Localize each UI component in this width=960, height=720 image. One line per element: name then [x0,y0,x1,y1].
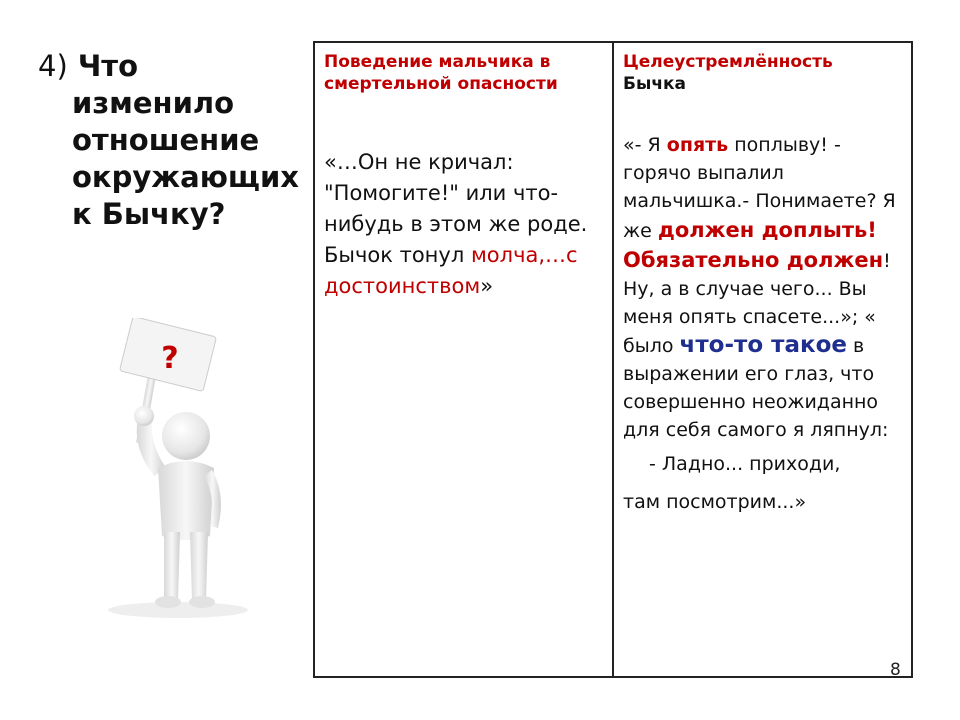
quote-highlight-again: опять [666,134,729,156]
question-line-1: 4) Что [38,49,139,83]
quote-highlight-something: что-то такое [679,332,847,358]
question-line-5: к Бычку? [72,197,226,231]
question-number: 4) [38,49,68,83]
behavior-heading: Поведение мальчика в смертельной опасности [324,52,558,94]
question-line-4: окружающих [72,160,299,194]
quote-comparison-table [313,41,913,678]
figure-with-question-sign-illustration [58,318,298,628]
question-line-2: изменило [72,86,235,120]
quote-highlight-dignity: молча,…с достоинством [324,243,578,298]
determination-quote: «- Я опять поплыву! - горячо выпалил мальчишка.- Понимаете? Я же должен доплыть! Обязательно должен! Ну, а в случае чего... Вы меня опять спасете...»; « было что-то такое в выражении его глаз, что совершенно неожиданно для себя самого я ляпнул: - Ладно... приходи, там посмотрим...» [623,131,903,516]
question-line-3: отношение [72,123,260,157]
determination-column [613,42,912,677]
page-number: 8 [890,660,901,680]
determination-heading: Целеустремлённость Бычка [623,52,833,94]
quote-highlight-must-swim: должен доплыть! Обязательно должен [623,218,884,272]
behavior-column [314,42,613,677]
sign-question-mark: ? [161,341,179,376]
behavior-quote: «…Он не кричал: "Помогите!" или что-нибудь в этом же роде. Бычок тонул молча,…с достоинством» [324,150,588,298]
quote-line-come: - Ладно... приходи, [649,453,841,475]
quote-line-see: там посмотрим...» [623,491,807,513]
question-text [38,48,299,233]
